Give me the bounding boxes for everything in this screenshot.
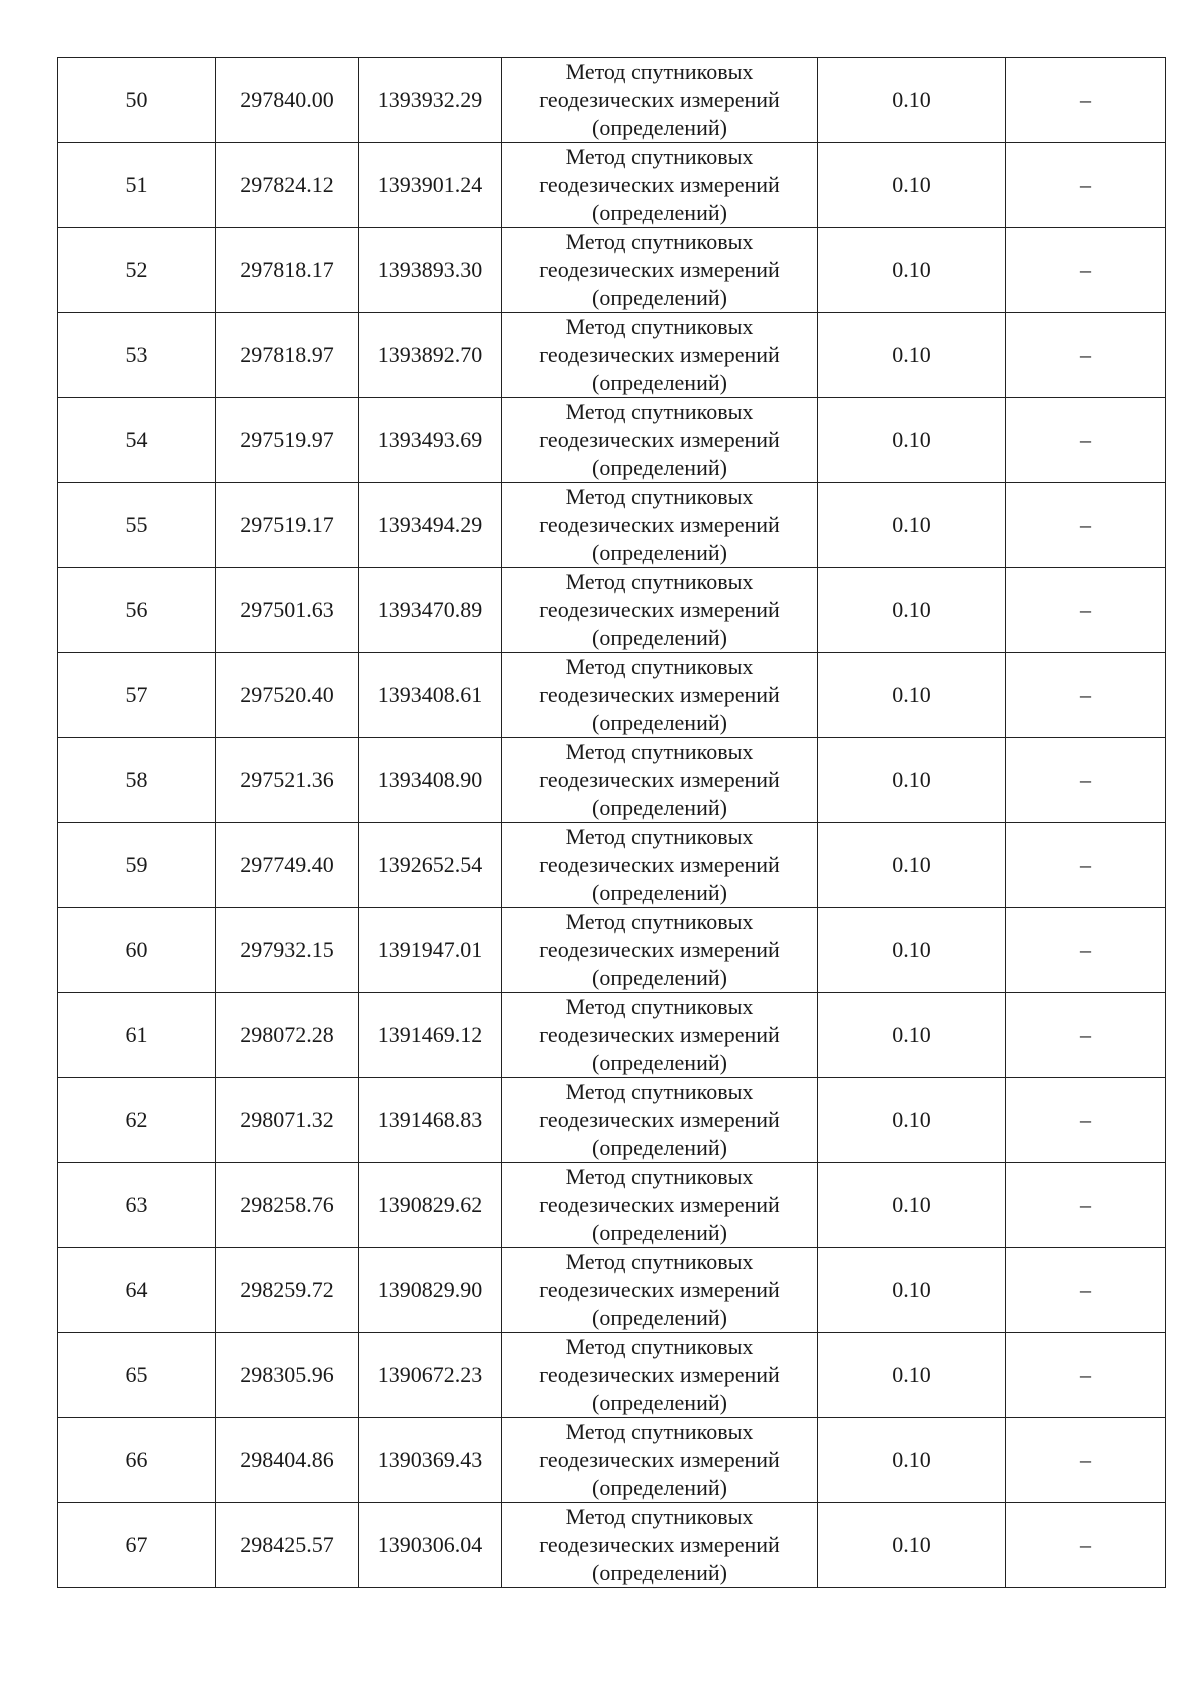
method-text-line: Метод спутниковых xyxy=(565,1079,754,1104)
method-cell xyxy=(502,58,818,143)
method-text-line: геодезических измерений xyxy=(539,1532,780,1557)
y-coordinate-cell: 1390306.04 xyxy=(359,1503,502,1588)
method-text-line: (определений) xyxy=(592,1220,727,1245)
accuracy-cell: 0.10 xyxy=(818,483,1006,568)
accuracy-cell: 0.10 xyxy=(818,823,1006,908)
x-coordinate-cell: 298258.76 xyxy=(216,1163,359,1248)
method-text-line: геодезических измерений xyxy=(539,937,780,962)
method-text-line: геодезических измерений xyxy=(539,512,780,537)
x-coordinate-cell: 298072.28 xyxy=(216,993,359,1078)
method-text-line: (определений) xyxy=(592,1305,727,1330)
note-cell: – xyxy=(1006,1078,1166,1163)
method-text-line: геодезических измерений xyxy=(539,1192,780,1217)
method-text-line: геодезических измерений xyxy=(539,1107,780,1132)
method-text-line: геодезических измерений xyxy=(539,342,780,367)
method-cell xyxy=(502,1418,818,1503)
x-coordinate-cell: 297519.17 xyxy=(216,483,359,568)
accuracy-cell: 0.10 xyxy=(818,568,1006,653)
method-text-line: (определений) xyxy=(592,370,727,395)
table-row xyxy=(58,1078,1166,1163)
x-coordinate-cell: 297840.00 xyxy=(216,58,359,143)
x-coordinate-cell: 297749.40 xyxy=(216,823,359,908)
method-cell xyxy=(502,823,818,908)
method-text-line: Метод спутниковых xyxy=(565,1249,754,1274)
table-row xyxy=(58,398,1166,483)
method-text-line: геодезических измерений xyxy=(539,1022,780,1047)
note-cell: – xyxy=(1006,908,1166,993)
table-row xyxy=(58,1333,1166,1418)
point-number-cell: 56 xyxy=(58,568,216,653)
x-coordinate-cell: 298259.72 xyxy=(216,1248,359,1333)
method-text-line: Метод спутниковых xyxy=(565,229,754,254)
method-cell xyxy=(502,738,818,823)
method-text-line: Метод спутниковых xyxy=(565,314,754,339)
method-text-line: Метод спутниковых xyxy=(565,399,754,424)
method-cell xyxy=(502,228,818,313)
y-coordinate-cell: 1392652.54 xyxy=(359,823,502,908)
method-text-line: геодезических измерений xyxy=(539,597,780,622)
method-text-line: (определений) xyxy=(592,200,727,225)
method-text-line: Метод спутниковых xyxy=(565,144,754,169)
method-cell xyxy=(502,483,818,568)
method-cell xyxy=(502,993,818,1078)
table-row xyxy=(58,908,1166,993)
method-text-line: Метод спутниковых xyxy=(565,909,754,934)
method-text-line: геодезических измерений xyxy=(539,852,780,877)
method-text-line: (определений) xyxy=(592,625,727,650)
accuracy-cell: 0.10 xyxy=(818,1418,1006,1503)
point-number-cell: 62 xyxy=(58,1078,216,1163)
x-coordinate-cell: 297818.97 xyxy=(216,313,359,398)
coordinates-table xyxy=(57,57,1166,1588)
table-row xyxy=(58,1418,1166,1503)
note-cell: – xyxy=(1006,483,1166,568)
x-coordinate-cell: 297501.63 xyxy=(216,568,359,653)
method-text-line: (определений) xyxy=(592,1135,727,1160)
point-number-cell: 51 xyxy=(58,143,216,228)
note-cell: – xyxy=(1006,823,1166,908)
point-number-cell: 50 xyxy=(58,58,216,143)
method-text-line: (определений) xyxy=(592,965,727,990)
method-text-line: (определений) xyxy=(592,455,727,480)
coordinates-table-body xyxy=(58,58,1166,1588)
point-number-cell: 59 xyxy=(58,823,216,908)
method-text-line: геодезических измерений xyxy=(539,427,780,452)
table-row xyxy=(58,993,1166,1078)
table-row xyxy=(58,653,1166,738)
y-coordinate-cell: 1393470.89 xyxy=(359,568,502,653)
note-cell: – xyxy=(1006,993,1166,1078)
table-row xyxy=(58,1248,1166,1333)
accuracy-cell: 0.10 xyxy=(818,398,1006,483)
method-cell xyxy=(502,1333,818,1418)
method-text-line: Метод спутниковых xyxy=(565,1419,754,1444)
point-number-cell: 64 xyxy=(58,1248,216,1333)
method-text-line: Метод спутниковых xyxy=(565,1334,754,1359)
note-cell: – xyxy=(1006,1418,1166,1503)
point-number-cell: 63 xyxy=(58,1163,216,1248)
x-coordinate-cell: 298425.57 xyxy=(216,1503,359,1588)
note-cell: – xyxy=(1006,1248,1166,1333)
accuracy-cell: 0.10 xyxy=(818,1163,1006,1248)
note-cell: – xyxy=(1006,1503,1166,1588)
method-text-line: (определений) xyxy=(592,1475,727,1500)
y-coordinate-cell: 1393932.29 xyxy=(359,58,502,143)
x-coordinate-cell: 297932.15 xyxy=(216,908,359,993)
method-text-line: (определений) xyxy=(592,115,727,140)
point-number-cell: 65 xyxy=(58,1333,216,1418)
table-row xyxy=(58,1503,1166,1588)
point-number-cell: 66 xyxy=(58,1418,216,1503)
note-cell: – xyxy=(1006,398,1166,483)
point-number-cell: 53 xyxy=(58,313,216,398)
note-cell: – xyxy=(1006,1333,1166,1418)
table-row xyxy=(58,143,1166,228)
y-coordinate-cell: 1391469.12 xyxy=(359,993,502,1078)
method-text-line: Метод спутниковых xyxy=(565,59,754,84)
y-coordinate-cell: 1393901.24 xyxy=(359,143,502,228)
y-coordinate-cell: 1390672.23 xyxy=(359,1333,502,1418)
table-row xyxy=(58,483,1166,568)
accuracy-cell: 0.10 xyxy=(818,1248,1006,1333)
accuracy-cell: 0.10 xyxy=(818,908,1006,993)
method-cell xyxy=(502,313,818,398)
y-coordinate-cell: 1393408.90 xyxy=(359,738,502,823)
x-coordinate-cell: 298071.32 xyxy=(216,1078,359,1163)
method-text-line: Метод спутниковых xyxy=(565,994,754,1019)
method-cell xyxy=(502,1503,818,1588)
method-cell xyxy=(502,1078,818,1163)
method-text-line: (определений) xyxy=(592,1050,727,1075)
method-text-line: геодезических измерений xyxy=(539,87,780,112)
method-text-line: (определений) xyxy=(592,285,727,310)
accuracy-cell: 0.10 xyxy=(818,1078,1006,1163)
note-cell: – xyxy=(1006,58,1166,143)
note-cell: – xyxy=(1006,568,1166,653)
method-cell xyxy=(502,1248,818,1333)
method-text-line: (определений) xyxy=(592,795,727,820)
method-cell xyxy=(502,653,818,738)
method-cell xyxy=(502,1163,818,1248)
method-text-line: Метод спутниковых xyxy=(565,1504,754,1529)
method-text-line: геодезических измерений xyxy=(539,682,780,707)
note-cell: – xyxy=(1006,228,1166,313)
accuracy-cell: 0.10 xyxy=(818,313,1006,398)
method-text-line: Метод спутниковых xyxy=(565,1164,754,1189)
method-text-line: геодезических измерений xyxy=(539,257,780,282)
accuracy-cell: 0.10 xyxy=(818,738,1006,823)
method-text-line: Метод спутниковых xyxy=(565,484,754,509)
method-text-line: геодезических измерений xyxy=(539,767,780,792)
accuracy-cell: 0.10 xyxy=(818,993,1006,1078)
table-row xyxy=(58,228,1166,313)
y-coordinate-cell: 1391468.83 xyxy=(359,1078,502,1163)
note-cell: – xyxy=(1006,313,1166,398)
note-cell: – xyxy=(1006,143,1166,228)
table-row xyxy=(58,58,1166,143)
method-cell xyxy=(502,568,818,653)
y-coordinate-cell: 1390369.43 xyxy=(359,1418,502,1503)
y-coordinate-cell: 1393408.61 xyxy=(359,653,502,738)
point-number-cell: 55 xyxy=(58,483,216,568)
method-text-line: геодезических измерений xyxy=(539,1362,780,1387)
y-coordinate-cell: 1390829.62 xyxy=(359,1163,502,1248)
x-coordinate-cell: 297519.97 xyxy=(216,398,359,483)
method-text-line: геодезических измерений xyxy=(539,1277,780,1302)
y-coordinate-cell: 1393494.29 xyxy=(359,483,502,568)
point-number-cell: 54 xyxy=(58,398,216,483)
accuracy-cell: 0.10 xyxy=(818,1333,1006,1418)
y-coordinate-cell: 1390829.90 xyxy=(359,1248,502,1333)
note-cell: – xyxy=(1006,1163,1166,1248)
x-coordinate-cell: 297824.12 xyxy=(216,143,359,228)
method-text-line: (определений) xyxy=(592,880,727,905)
accuracy-cell: 0.10 xyxy=(818,653,1006,738)
accuracy-cell: 0.10 xyxy=(818,143,1006,228)
method-text-line: (определений) xyxy=(592,1390,727,1415)
table-row xyxy=(58,313,1166,398)
table-row xyxy=(58,823,1166,908)
point-number-cell: 57 xyxy=(58,653,216,738)
method-cell xyxy=(502,398,818,483)
point-number-cell: 60 xyxy=(58,908,216,993)
accuracy-cell: 0.10 xyxy=(818,1503,1006,1588)
table-row xyxy=(58,568,1166,653)
method-text-line: (определений) xyxy=(592,1560,727,1585)
y-coordinate-cell: 1393892.70 xyxy=(359,313,502,398)
x-coordinate-cell: 297520.40 xyxy=(216,653,359,738)
y-coordinate-cell: 1391947.01 xyxy=(359,908,502,993)
method-text-line: (определений) xyxy=(592,710,727,735)
note-cell: – xyxy=(1006,653,1166,738)
point-number-cell: 61 xyxy=(58,993,216,1078)
method-text-line: Метод спутниковых xyxy=(565,654,754,679)
method-text-line: геодезических измерений xyxy=(539,172,780,197)
point-number-cell: 67 xyxy=(58,1503,216,1588)
method-cell xyxy=(502,908,818,993)
note-cell: – xyxy=(1006,738,1166,823)
point-number-cell: 58 xyxy=(58,738,216,823)
x-coordinate-cell: 297818.17 xyxy=(216,228,359,313)
method-text-line: Метод спутниковых xyxy=(565,824,754,849)
accuracy-cell: 0.10 xyxy=(818,58,1006,143)
method-text-line: Метод спутниковых xyxy=(565,569,754,594)
method-text-line: геодезических измерений xyxy=(539,1447,780,1472)
y-coordinate-cell: 1393493.69 xyxy=(359,398,502,483)
method-cell xyxy=(502,143,818,228)
x-coordinate-cell: 298305.96 xyxy=(216,1333,359,1418)
method-text-line: (определений) xyxy=(592,540,727,565)
point-number-cell: 52 xyxy=(58,228,216,313)
method-text-line: Метод спутниковых xyxy=(565,739,754,764)
accuracy-cell: 0.10 xyxy=(818,228,1006,313)
x-coordinate-cell: 298404.86 xyxy=(216,1418,359,1503)
x-coordinate-cell: 297521.36 xyxy=(216,738,359,823)
y-coordinate-cell: 1393893.30 xyxy=(359,228,502,313)
table-row xyxy=(58,738,1166,823)
table-row xyxy=(58,1163,1166,1248)
